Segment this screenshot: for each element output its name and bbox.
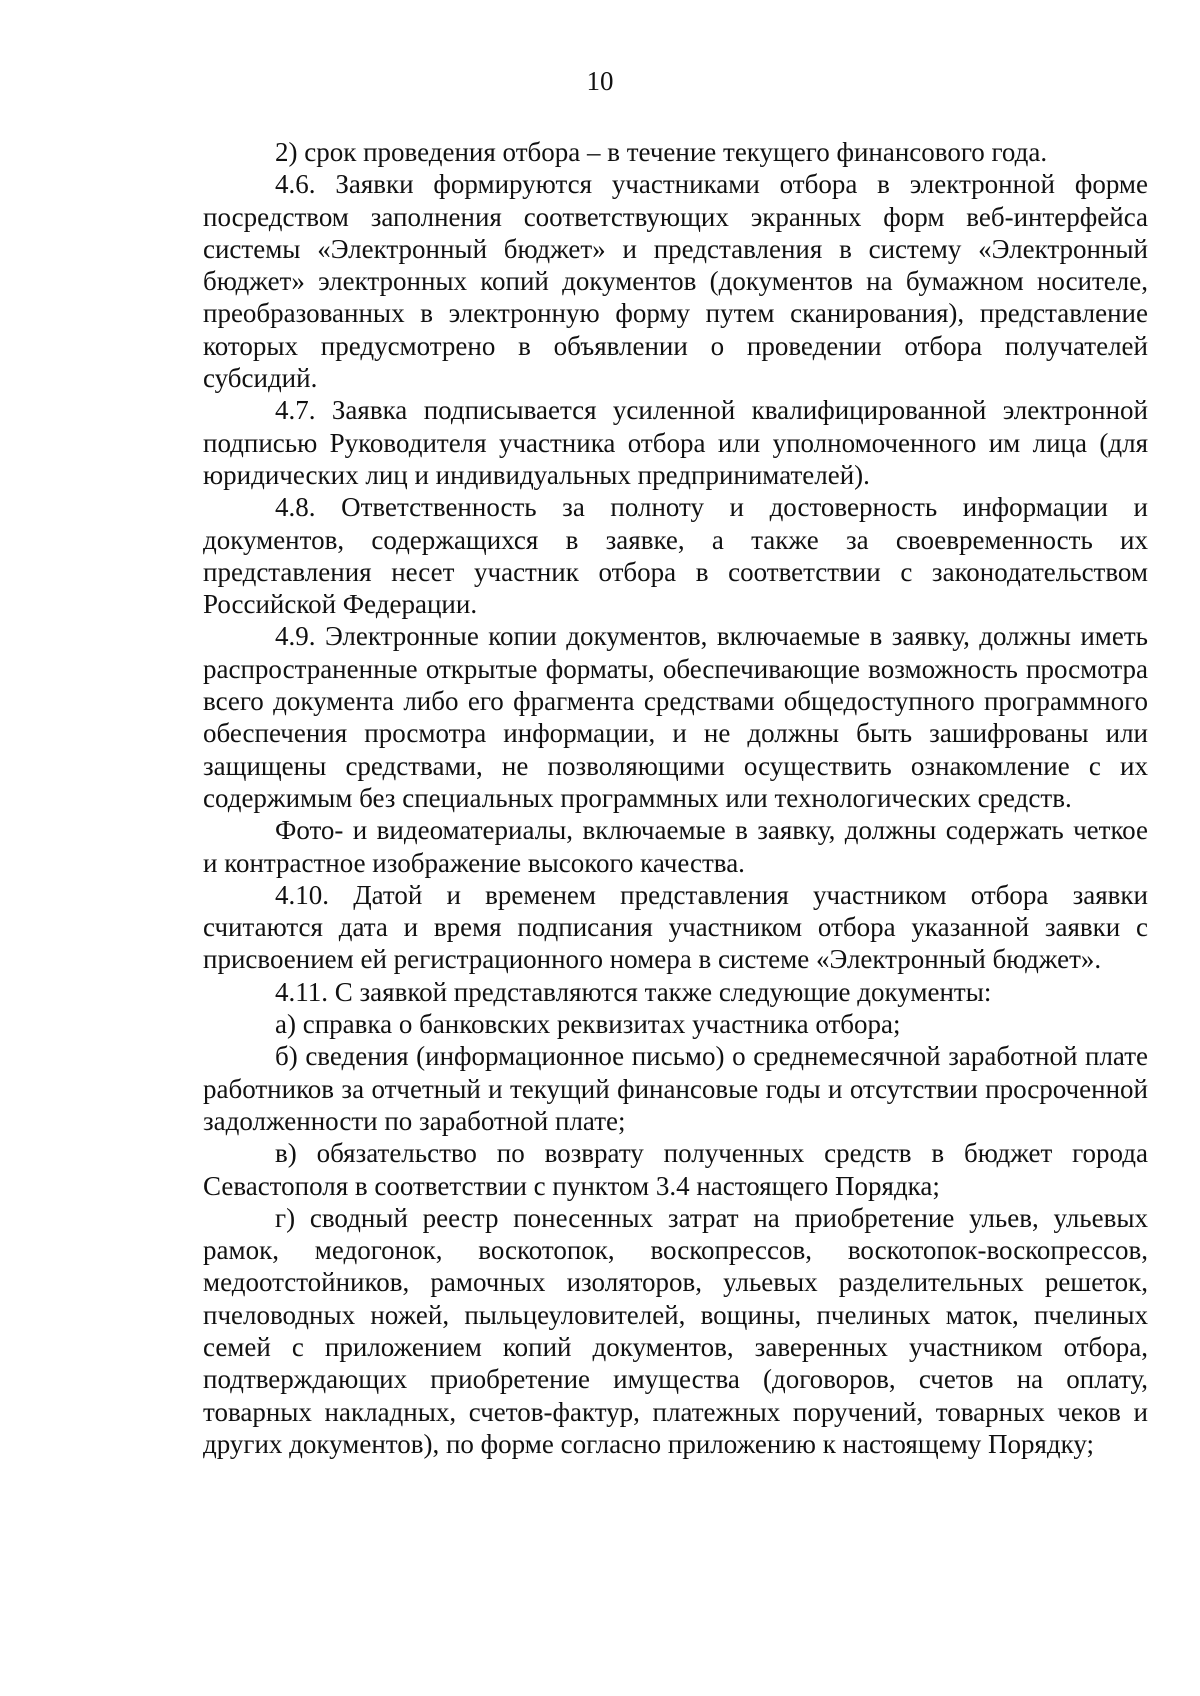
paragraph-4-7: 4.7. Заявка подписывается усиленной квалифицированной электронной подписью Руководителя участника отбора или уполномоченного им лица (для юридических лиц и индивидуальных предпринимателей). [203, 395, 1148, 490]
paragraph-4-11: 4.11. С заявкой представляются также следующие документы: [275, 976, 992, 1007]
list-item-a: а) справка о банковских реквизитах участника отбора; [275, 1009, 901, 1040]
paragraph-4-6: 4.6. Заявки формируются участниками отбора в электронной форме посредством заполнения соответствующих экранных форм веб-интерфейса системы «Электронный бюджет» и представления в систему «Электронный бюджет» электронных копий документов (документов на бумажном носителе, преобразованных в электронную форму путем сканирования), представление которых предусмотрено в объявлении о проведении отбора получателей субсидий. [203, 169, 1148, 394]
list-item-g: г) сводный реестр понесенных затрат на приобретение ульев, ульевых рамок, медогонок, воскотопок, воскопрессов, воскотопок-воскопрессов, медоотстойников, рамочных изоляторов, ульевых разделительных решеток, пчеловодных ножей, пыльцеуловителей, вощины, пчелиных маток, пчелиных семей с приложением копий документов, заверенных участником отбора, подтверждающих приобретение имущества (договоров, счетов на оплату, товарных накладных, счетов-фактур, платежных поручений, товарных чеков и других документов), по форме согласно приложению к настоящему Порядку; [203, 1202, 1148, 1459]
paragraph-term: 2) срок проведения отбора – в течение текущего финансового года. [275, 137, 1048, 167]
document-body [203, 136, 1148, 1460]
paragraph-4-10: 4.10. Датой и временем представления участником отбора заявки считаются дата и время подписания участником отбора указанной заявки с присвоением ей регистрационного номера в системе «Электронный бюджет». [203, 879, 1148, 975]
page-number: 10 [586, 66, 614, 96]
paragraph-4-8: 4.8. Ответственность за полноту и достоверность информации и документов, содержащихся в заявке, а также за своевременность их представления несет участник отбора в соответствии с законодательством Российской Федерации. [203, 492, 1148, 620]
paragraph-photo-video: Фото- и видеоматериалы, включаемые в заявку, должны содержать четкое и контрастное изображение высокого качества. [203, 815, 1148, 878]
list-item-b: б) сведения (информационное письмо) о среднемесячной заработной плате работников за отчетный и текущий финансовые годы и отсутствии просроченной задолженности по заработной плате; [203, 1041, 1148, 1136]
list-item-v: в) обязательство по возврату полученных средств в бюджет города Севастополя в соответствии с пунктом 3.4 настоящего Порядка; [203, 1138, 1148, 1201]
paragraph-4-9: 4.9. Электронные копии документов, включаемые в заявку, должны иметь распространенные открытые форматы, обеспечивающие возможность просмотра всего документа либо его фрагмента средствами общедоступного программного обеспечения просмотра информации, и не должны быть зашифрованы или защищены средствами, не позволяющими осуществить ознакомление с их содержимым без специальных программных или технологических средств. [203, 621, 1148, 813]
